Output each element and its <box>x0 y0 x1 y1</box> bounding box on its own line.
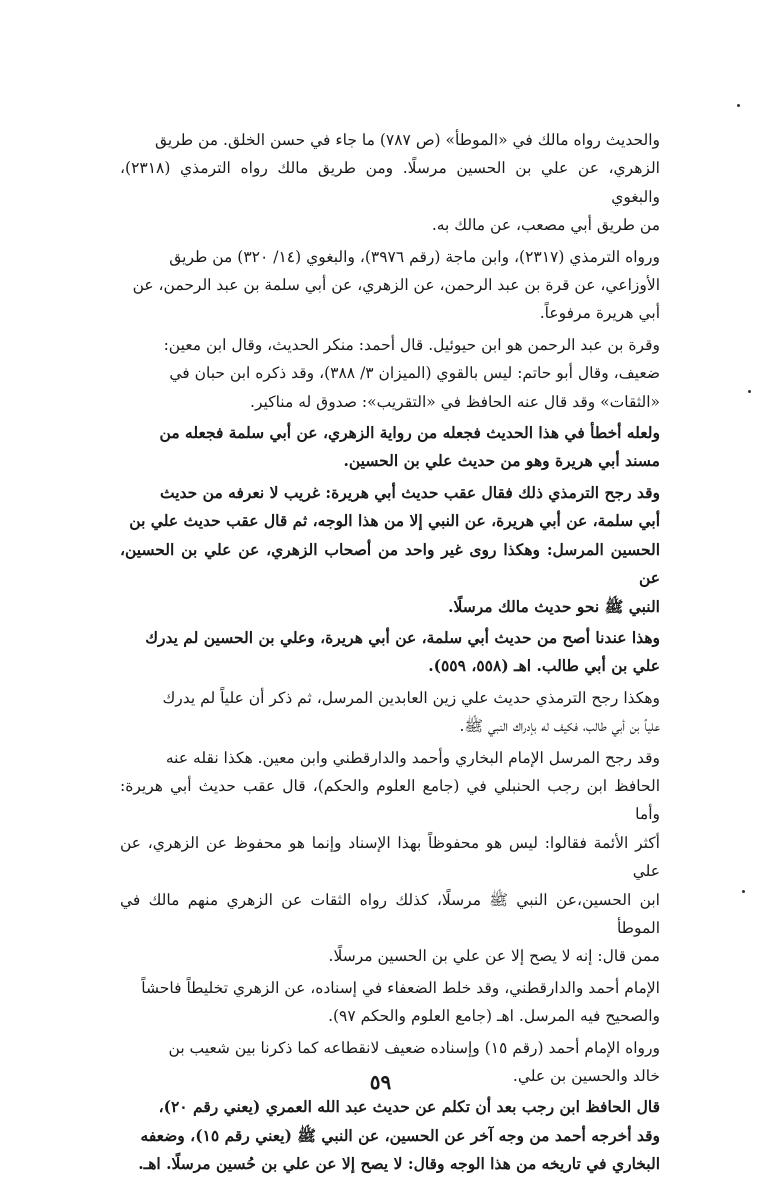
paragraph-6 <box>120 624 660 681</box>
scan-speck <box>748 390 751 393</box>
text-line: وهذا عندنا أصح من حديث أبي سلمة، عن أبي هريرة، وعلي بن الحسين لم يدرك <box>145 627 660 647</box>
paragraph-1 <box>120 126 660 240</box>
text-line: خالد والحسين بن علي. <box>512 1067 660 1085</box>
scan-speck <box>737 104 740 107</box>
paragraph-2 <box>120 243 660 328</box>
text-line: ممن قال: إنه لا يصح إلا عن علي بن الحسين مرسلًا. <box>328 947 660 966</box>
paragraph-11 <box>120 1093 660 1178</box>
text-line: علياً بن أبي طالب، فكيف له بإدراك النبي ﷺ. <box>459 717 660 736</box>
text-line: ضعيف، وقال أبو حاتم: ليس بالقوي (الميزان ٣/ ٣٨٨)، وقد ذكره ابن حبان في <box>169 364 660 383</box>
text-line: وقد أخرجه أحمد من وجه آخر عن الحسين، عن النبي ﷺ (يعني رقم ١٥)، وضعفه <box>140 1125 660 1145</box>
text-line: ورواه الترمذي (٢٣١٧)، وابن ماجة (رقم ٣٩٧٦)، والبغوي (١٤/ ٣٢٠) من طريق <box>169 247 660 266</box>
text-line: أبي هريرة مرفوعاً. <box>539 304 660 323</box>
text-line: ابن الحسين،عن النبي ﷺ مرسلًا، كذلك رواه الثقات عن الزهري منهم مالك في الموطأ <box>120 890 660 937</box>
text-line: والصحيح فيه المرسل. اهـ (جامع العلوم والحكم ٩٧). <box>328 1007 660 1026</box>
text-line: أكثر الأئمة فقالوا: ليس هو محفوظاً بهذا الإسناد وإنما هو محفوظ عن الزهري، عن علي <box>120 833 660 881</box>
text-line: ورواه الإمام أحمد (رقم ١٥) وإسناده ضعيف لانقطاعه كما ذكرنا بين شعيب بن <box>168 1038 660 1057</box>
text-line: الإمام أحمد والدارقطني، وقد خلط الضعفاء في إسناده، عن الزهري تخليطاً فاحشاً <box>141 978 660 997</box>
paragraph-3 <box>120 331 660 416</box>
text-line: علي بن أبي طالب. اهـ (٥٥٨، ٥٥٩). <box>428 656 660 676</box>
text-line: وقد رجح المرسل الإمام البخاري وأحمد والدارقطني وابن معين. هكذا نقله عنه <box>165 748 660 767</box>
text-line: والحديث رواه مالك في «الموطأ» (ص ٧٨٧) ما جاء في حسن الخلق. من طريق <box>154 131 660 149</box>
text-line: الأوزاعي، عن قرة بن عبد الرحمن، عن الزهري، عن أبي سلمة بن عبد الرحمن، عن <box>132 276 660 295</box>
paragraph-8 <box>120 744 660 971</box>
text-line: الحسين المرسل: وهكذا روى غير واحد من أصحاب الزهري، عن علي بن الحسين، عن <box>120 539 660 588</box>
document-body <box>120 126 660 1174</box>
text-line: وقرة بن عبد الرحمن هو ابن حيوئيل. قال أحمد: منكر الحديث، وقال ابن معين: <box>163 335 660 354</box>
text-line: النبي ﷺ نحو حديث مالك مرسلًا. <box>448 596 660 616</box>
paragraph-7 <box>120 684 660 741</box>
paragraph-4 <box>120 419 660 476</box>
paragraph-5 <box>120 479 660 621</box>
text-line: من طريق أبي مصعب، عن مالك به. <box>431 216 660 235</box>
text-line: ولعله أخطأ في هذا الحديث فجعله من رواية الزهري، عن أبي سلمة فجعله من <box>159 423 660 443</box>
text-line: مسند أبي هريرة وهو من حديث علي بن الحسين. <box>343 451 660 471</box>
text-line: وقد رجح الترمذي ذلك فقال عقب حديث أبي هريرة: غريب لا نعرفه من حديث <box>160 482 660 502</box>
paragraph-9 <box>120 974 660 1031</box>
text-line: قال الحافظ ابن رجب بعد أن تكلم عن حديث عبد الله العمري (يعني رقم ٢٠)، <box>158 1097 660 1117</box>
page-number: ٥٩ <box>369 1070 392 1094</box>
text-line: «الثقات» وقد قال عنه الحافظ في «التقريب»: صدوق له مناكير. <box>250 392 660 411</box>
text-line: البخاري في تاريخه من هذا الوجه وقال: لا يصح إلا عن علي بن حُسين مرسلًا. اهـ. <box>138 1154 660 1174</box>
text-line: أبي سلمة، عن أبي هريرة، عن النبي إلا من هذا الوجه، ثم قال عقب حديث علي بن <box>129 511 660 531</box>
text-line: الحافظ ابن رجب الحنبلي في (جامع العلوم والحكم)، قال عقب حديث أبي هريرة: وأما <box>120 776 660 824</box>
scan-speck <box>742 890 745 893</box>
text-line: الزهري، عن علي بن الحسين مرسلًا. ومن طريق مالك رواه الترمذي (٢٣١٨)، والبغوي <box>120 159 660 206</box>
text-line: وهكذا رجح الترمذي حديث علي زين العابدين المرسل، ثم ذكر أن علياً لم يدرك <box>162 688 660 707</box>
